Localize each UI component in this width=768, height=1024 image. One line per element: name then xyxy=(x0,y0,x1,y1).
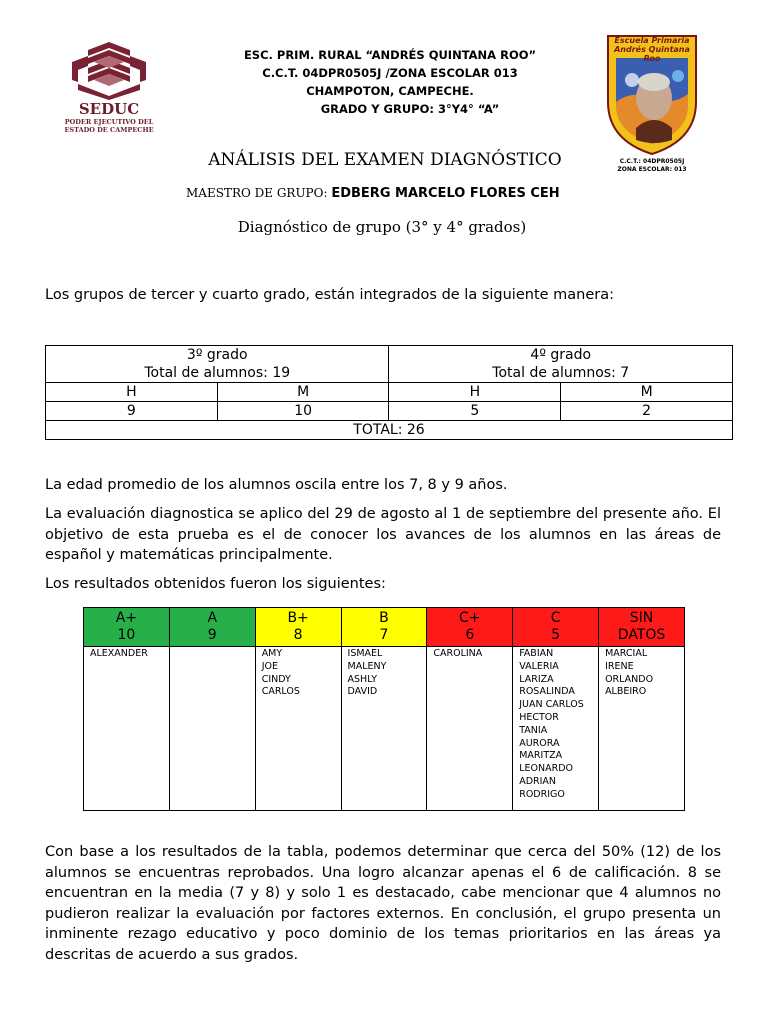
school-seal xyxy=(602,32,702,173)
grade-3-header: 3º grado Total de alumnos: 19 xyxy=(46,346,389,383)
table-cell: 2 xyxy=(561,402,733,421)
table-cell: M xyxy=(561,383,733,402)
school-cct: C.C.T. 04DPR0505J /ZONA ESCOLAR 013 xyxy=(262,66,518,80)
student-list xyxy=(599,647,684,699)
conclusion-paragraph: Con base a los resultados de la tabla, podemos determinar que cerca del 50% (12) de los alumnos se encuentras reprobados. Una logro alcanzar apenas el 6 de calificación. 8 se encuentran en la media (7 y 8) y solo 1 es destacado, cabe mencionar que 4 alumnos no pudieron realizar la evaluación por factores externos. En conclusión, el grupo presenta un inminente rezago educativo y poco dominio de los temas prioritarios en las áreas ya descritas de acuerdo a sus grados. xyxy=(45,844,721,963)
gender-header-row xyxy=(46,383,733,402)
seduc-logo-text: SEDUC xyxy=(78,100,140,118)
results-intro: Los resultados obtenidos fueron los siguientes: xyxy=(45,576,386,592)
student-name: DAVID xyxy=(347,686,378,698)
grade-header-a-plus: A+ 10 xyxy=(84,608,170,647)
grade-header-c-plus: C+ 6 xyxy=(427,608,513,647)
table-cell: H xyxy=(46,383,218,402)
gender-count-row xyxy=(46,402,733,421)
student-name: IRENE xyxy=(605,660,634,672)
seduc-logo-subtitle: PODER EJECUTIVO DEL ESTADO DE CAMPECHE xyxy=(64,118,154,134)
table-cell: M xyxy=(217,383,389,402)
results-students-row xyxy=(84,647,685,811)
grade-header-sin-datos: SIN DATOS xyxy=(599,608,685,647)
grades-table xyxy=(45,345,733,440)
school-header xyxy=(240,46,540,118)
teacher-line xyxy=(186,186,606,201)
student-name: ASHLY xyxy=(347,673,378,685)
age-paragraph: La edad promedio de los alumnos oscila entre los 7, 8 y 9 años. xyxy=(45,477,508,493)
document-subtitle: Diagnóstico de grupo (3° y 4° grados) xyxy=(237,218,527,236)
seduc-logo xyxy=(58,42,160,138)
student-name: ISMAEL xyxy=(347,648,383,659)
seduc-logo-icon xyxy=(58,42,160,100)
grade-header-b: B 7 xyxy=(341,608,427,647)
document-title: ANÁLISIS DEL EXAMEN DIAGNÓSTICO xyxy=(208,150,562,170)
grade-header-b-plus: B+ 8 xyxy=(255,608,341,647)
student-list xyxy=(170,647,255,648)
student-name: AMY xyxy=(261,648,283,659)
grade-group: GRADO Y GRUPO: 3°Y4° “A” xyxy=(320,102,500,116)
seal-cct: C.C.T.: 04DPR0505J ZONA ESCOLAR: 013 xyxy=(617,158,687,173)
grade-header-a: A 9 xyxy=(169,608,255,647)
student-list xyxy=(342,647,427,699)
grade-header-c: C 5 xyxy=(513,608,599,647)
student-name: HECTOR xyxy=(519,711,559,723)
student-name: ADRIAN xyxy=(519,775,557,787)
student-name: MALENY xyxy=(347,660,387,672)
table-cell: H xyxy=(389,383,561,402)
table-cell: 10 xyxy=(217,402,389,421)
student-name: JOE xyxy=(261,660,278,672)
student-name: LARIZA xyxy=(519,673,554,685)
teacher-label: MAESTRO DE GRUPO: xyxy=(186,186,328,200)
student-name: JUAN CARLOS xyxy=(519,699,584,711)
table-cell: 5 xyxy=(389,402,561,421)
grades-header-row xyxy=(46,346,733,383)
total-cell: TOTAL: 26 xyxy=(46,421,733,440)
school-location: CHAMPOTON, CAMPECHE. xyxy=(306,84,474,98)
total-row xyxy=(46,421,733,440)
student-name: ORLANDO xyxy=(605,673,654,685)
student-name: LEONARDO xyxy=(519,763,573,775)
student-name: FABIAN xyxy=(519,648,554,659)
student-name: TANIA xyxy=(519,724,548,736)
student-list xyxy=(513,647,598,802)
student-name: MARCIAL xyxy=(605,648,648,659)
table-cell: 9 xyxy=(46,402,218,421)
student-list xyxy=(427,647,512,661)
student-name: ALEXANDER xyxy=(90,648,148,659)
student-name: ALBEIRO xyxy=(605,686,647,698)
grade-4-header: 4º grado Total de alumnos: 7 xyxy=(389,346,733,383)
student-name: CAROLINA xyxy=(433,648,483,659)
evaluation-paragraph: La evaluación diagnostica se aplico del 29 de agosto al 1 de septiembre del presente año. El objetivo de esta prueba es el de conocer los avances de los alumnos en las áreas de español y matemáticas principalmente. xyxy=(45,506,721,563)
student-list xyxy=(84,647,169,661)
intro-paragraph: Los grupos de tercer y cuarto grado, están integrados de la siguiente manera: xyxy=(45,287,615,303)
teacher-name: EDBERG MARCELO FLORES CEH xyxy=(331,186,560,201)
school-name: ESC. PRIM. RURAL “ANDRÉS QUINTANA ROO” xyxy=(243,48,537,62)
student-name: RODRIGO xyxy=(519,788,565,800)
results-table xyxy=(83,607,685,811)
student-name: AURORA xyxy=(519,737,560,749)
seal-school-name: Escuela Primaria Andrés Quintana Roo xyxy=(614,36,690,63)
student-name: ROSALINDA xyxy=(519,686,575,698)
student-list xyxy=(256,647,341,699)
student-name: CINDY xyxy=(261,673,291,685)
student-name: CARLOS xyxy=(261,686,300,698)
student-name: VALERIA xyxy=(519,660,559,672)
student-name: MARITZA xyxy=(519,750,563,762)
results-header-row xyxy=(84,608,685,647)
